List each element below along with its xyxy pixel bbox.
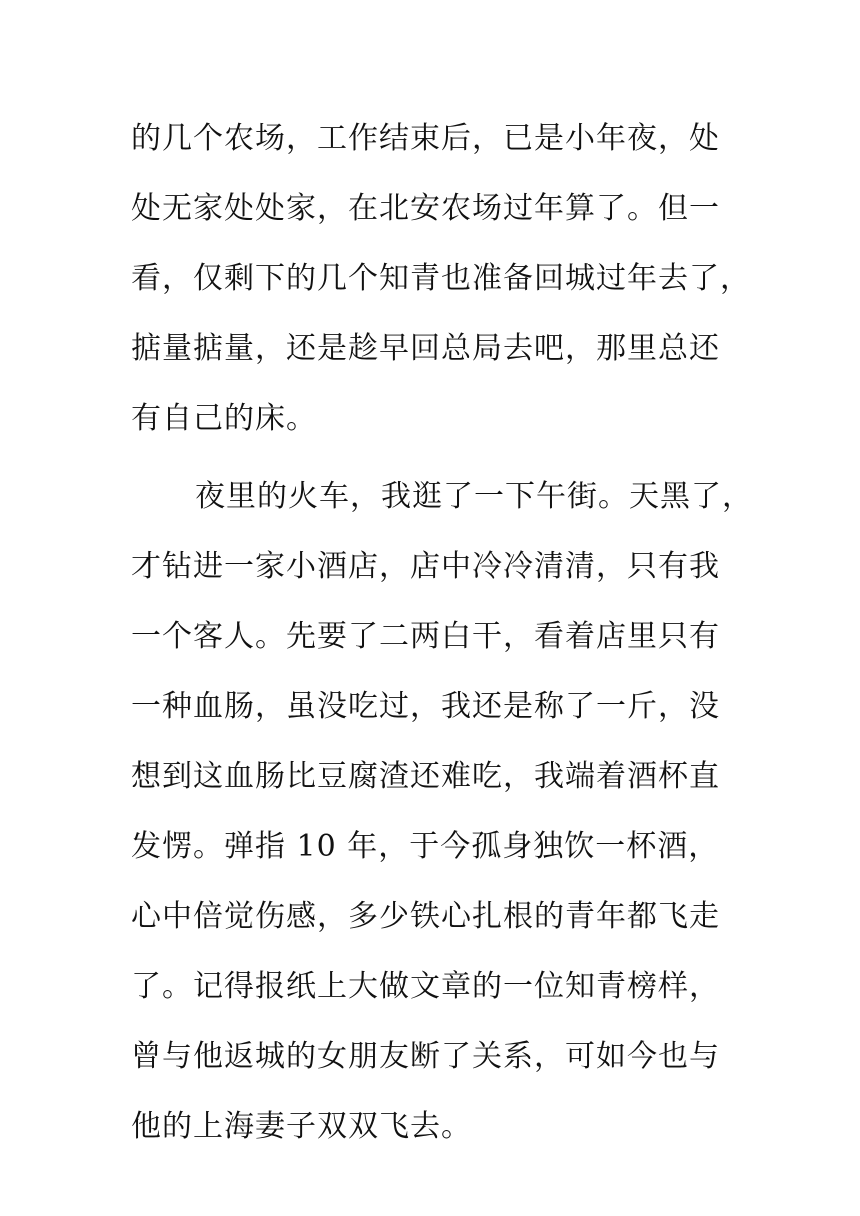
text-line: 掂量掂量，还是趁早回总局去吧，那里总还: [131, 331, 720, 366]
text-line: 有自己的床。: [131, 401, 317, 436]
text-line: 的几个农场，工作结束后，已是小年夜，处: [131, 121, 720, 156]
text-line: 了。记得报纸上大做文章的一位知青榜样，: [131, 969, 720, 1004]
text-line: 才钻进一家小酒店，店中冷冷清清，只有我: [131, 549, 720, 584]
text-line: 处无家处处家，在北安农场过年算了。但一: [131, 191, 720, 226]
text-line: 一种血肠，虽没吃过，我还是称了一斤，没: [131, 689, 720, 724]
text-line: 曾与他返城的女朋友断了关系，可如今也与: [131, 1039, 720, 1074]
text-line: 看，仅剩下的几个知青也准备回城过年去了，: [131, 261, 751, 296]
body-text: [131, 104, 753, 1162]
text-line: 他的上海妻子双双飞去。: [131, 1109, 472, 1144]
text-line: 一个客人。先要了二两白干，看着店里只有: [131, 619, 720, 654]
text-line: 心中倍觉伤感，多少铁心扎根的青年都飞走: [131, 899, 720, 934]
paragraph-1: [131, 104, 751, 454]
text-line: 发愣。弹指 10 年，于今孤身独饮一杯酒，: [131, 829, 720, 864]
text-line: 夜里的火车，我逛了一下午街。天黑了，: [195, 479, 753, 514]
text-line: 想到这血肠比豆腐渣还难吃，我端着酒杯直: [131, 759, 720, 794]
paragraph-2: [131, 462, 753, 1162]
